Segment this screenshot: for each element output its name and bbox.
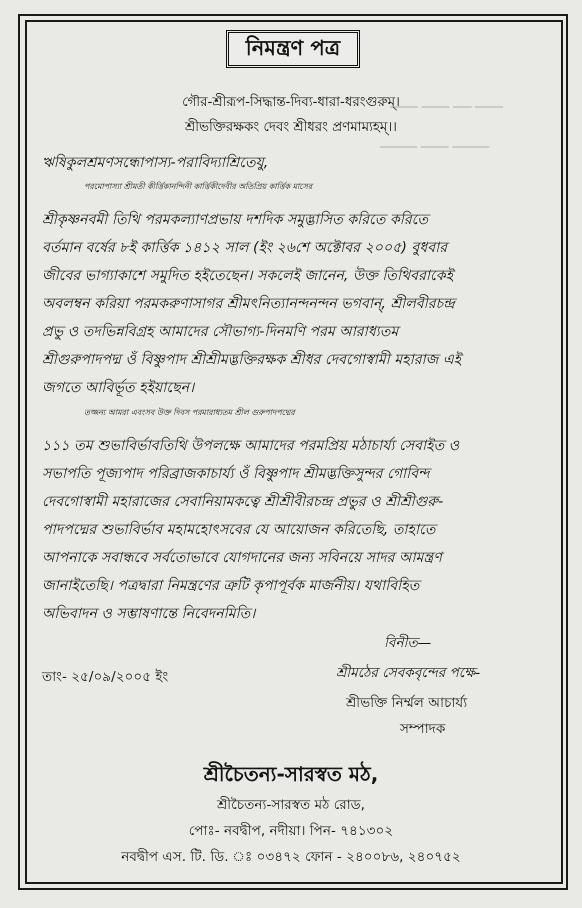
address-post: পোঃ- নবদ্বীপ, নদীয়া। পিন- ৭৪১৩০২	[188, 823, 394, 839]
on-behalf-line: শ্রীমঠের সেবকবৃন্দের পক্ষে-	[336, 665, 481, 681]
address-road: শ্রীচৈতন্য-সারস্বত মঠ রোড,	[217, 797, 365, 813]
invocation-line-2: শ্রীভক্তিরক্ষকং দেবং শ্রীধরং প্রণমাম্যহম্।।	[185, 120, 397, 135]
show-through-text: ▁▁▁ ▁▁▁ ▁▁ ▁▁▁	[390, 94, 503, 108]
paragraph-2-line: ১১১ তম শুভাবির্ভাবতিথি উপলক্ষে আমাদের পরমপ্রিয় মঠাচার্য্য সেবাইত ও	[42, 438, 460, 454]
paragraph-1-line: অবলম্বন করিয়া পরমকরুণাসাগর শ্রীমৎনিত্যানন্দনন্দন ভগবান্, শ্রীলবীরচন্দ্র	[42, 296, 455, 312]
page-title: নিমন্ত্রণ পত্র	[226, 30, 360, 68]
invocation-line-1: গৌর-শ্রীরূপ-সিদ্ধান্ত-দিব্য-ধারা-ধরংগুরুম্।	[182, 95, 400, 110]
paragraph-2-line: পাদপদ্মের শুভাবির্ভাব মহামহোৎসবের যে আয়োজন করিতেছি, তাহাতে	[42, 522, 436, 538]
paragraph-1-line: জগতে আবির্ভূত হইয়াছেন।	[42, 380, 195, 396]
paragraph-1-line: প্রভু ও তদভিন্নবিগ্রহ আমাদের সৌভাগ্য-দিনমণি পরম আরাধ্যতম	[42, 324, 399, 340]
paragraph-2-line: জানাইতেছি। পত্রদ্বারা নিমন্ত্রণের ত্রুটি কৃপাপূর্বক মার্জনীয়। যথাবিহিত	[42, 578, 420, 594]
signatory-name: শ্রীভক্তি নির্ম্মল আচার্য্য	[346, 695, 468, 711]
signatory-title: সম্পাদক	[400, 721, 446, 737]
paragraph-1-line: জীবের ভাগ্যাকাশে সমুদিত হইতেছেন। সকলেই জানেন, উক্ত তিথিবরাকেই	[42, 268, 454, 284]
paragraph-2-line: তজ্জন্য আমরা এবংসব উক্ত দিবস পরমারাধ্যতম শ্রীল গুরুপাদপদ্মের	[84, 408, 295, 417]
math-name: শ্রীচৈতন্য-সারস্বত মঠ,	[203, 762, 379, 786]
paragraph-1-line: পরমোপাস্যা শ্রীমতী কীর্ত্তিকানন্দিনী কার্ত্তিকীদেবীর অতিপ্রিয় কার্ত্তিক মাসের	[84, 182, 313, 191]
salutation: ঋষিকুলশ্রমণসন্ধোপাস্য-পরাবিদ্যাশ্রিতেযু,	[42, 155, 269, 171]
paragraph-1-line: বর্তমান বর্ষের ৮ই কার্ত্তিক ১৪১২ সাল (ইং ২৬শে অক্টোবর ২০০৫) বুধবার	[42, 240, 448, 256]
closing: বিনীত—	[384, 635, 432, 651]
paragraph-2-line: অভিবাদন ও সম্ভাষণান্তে নিবেদনমিতি।	[42, 606, 256, 622]
paragraph-2-line: সভাপতি পূজ্যপাদ পরিব্রাজকাচার্য্য ওঁ বিষ্ণুপাদ শ্রীমদ্ভক্তিসুন্দর গোবিন্দ	[42, 466, 430, 482]
paragraph-1-line: শ্রীকৃষ্ণনবমী তিথি পরমকল্যাণপ্রভায় দশদিক সমুদ্ভাসিত করিতে করিতে	[42, 212, 429, 228]
paragraph-1-line: শ্রীগুরুপাদপদ্ম ওঁ বিষ্ণুপাদ শ্রীশ্রীমদ্ভক্তিরক্ষক শ্রীধর দেবগোস্বামী মহারাজ এই	[42, 352, 461, 368]
letter-date: তাং- ২৫/০৯/২০০৫ ইং	[42, 669, 169, 685]
show-through-text: ▁▁▁▁ ▁▁▁ ▁▁▁▁	[380, 134, 490, 148]
contact-phone: নবদ্বীপ এস. টি. ডি. ঃ ০৩৪৭২ ফোন - ২৪০০৮৬, ২৪০৭৫২	[121, 849, 461, 865]
paragraph-2-line: আপনাকে সবান্ধবে সর্বতোভাবে যোগদানের জন্য সবিনয়ে সাদর আমন্ত্রণ	[42, 550, 442, 566]
paragraph-2-line: দেবগোস্বামী মহারাজের সেবানিয়ামকত্বে শ্রীশ্রীবীরচন্দ্র প্রভুর ও শ্রীশ্রীগুরু-	[42, 494, 444, 510]
